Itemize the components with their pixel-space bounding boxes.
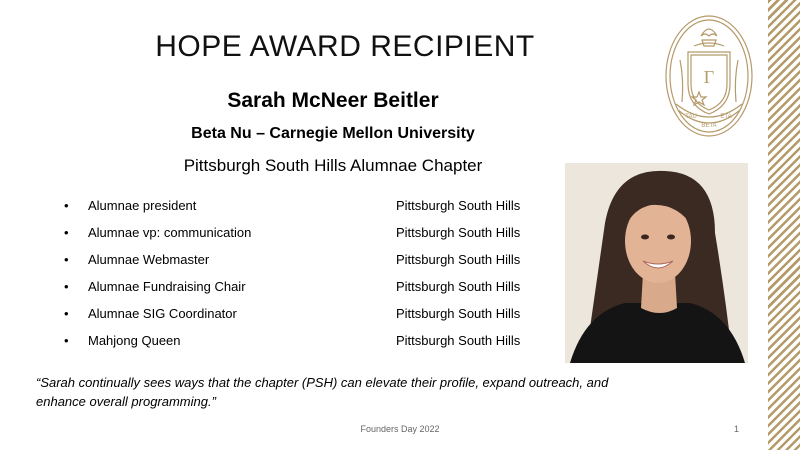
role-place: Pittsburgh South Hills bbox=[396, 279, 521, 294]
bullet-icon: • bbox=[64, 333, 69, 348]
crest-gamma: Γ bbox=[703, 67, 715, 87]
recipient-photo bbox=[565, 163, 748, 363]
role-place: Pittsburgh South Hills bbox=[396, 225, 521, 240]
crest-motto-left: TAU bbox=[685, 114, 697, 120]
crest-motto-right: ETA bbox=[720, 114, 732, 120]
role-label: Alumnae SIG Coordinator bbox=[88, 306, 237, 321]
role-label: Alumnae Fundraising Chair bbox=[88, 279, 246, 294]
role-place: Pittsburgh South Hills bbox=[396, 333, 521, 348]
page-number: 1 bbox=[734, 424, 740, 434]
footer-text: Founders Day 2022 bbox=[360, 424, 440, 434]
bullet-icon: • bbox=[64, 225, 69, 240]
role-place: Pittsburgh South Hills bbox=[396, 306, 521, 321]
role-place: Pittsburgh South Hills bbox=[396, 198, 521, 213]
list-item bbox=[60, 225, 540, 252]
list-item bbox=[60, 306, 540, 333]
roles-list bbox=[60, 198, 540, 360]
slide-title: HOPE AWARD RECIPIENT bbox=[155, 30, 535, 63]
decorative-stripe bbox=[768, 0, 800, 450]
bullet-icon: • bbox=[64, 252, 69, 267]
portrait-illustration bbox=[565, 163, 748, 363]
alumnae-chapter: Pittsburgh South Hills Alumnae Chapter bbox=[183, 156, 483, 175]
recipient-name: Sarah McNeer Beitler bbox=[227, 89, 439, 112]
list-item bbox=[60, 252, 540, 279]
role-label: Alumnae Webmaster bbox=[88, 252, 210, 267]
crest-motto-bottom: BETA bbox=[701, 123, 717, 129]
role-label: Alumnae vp: communication bbox=[88, 225, 252, 240]
bullet-icon: • bbox=[64, 306, 69, 321]
bullet-icon: • bbox=[64, 279, 69, 294]
role-label: Alumnae president bbox=[88, 198, 197, 213]
role-label: Mahjong Queen bbox=[88, 333, 181, 348]
quote-text: “Sarah continually sees ways that the chapter (PSH) can elevate their profile, expand outreach, and enhance overall programming.” bbox=[36, 375, 609, 409]
list-item bbox=[60, 279, 540, 306]
bullet-icon: • bbox=[64, 198, 69, 213]
list-item bbox=[60, 198, 540, 225]
role-place: Pittsburgh South Hills bbox=[396, 252, 521, 267]
chapter-name: Beta Nu – Carnegie Mellon University bbox=[191, 125, 475, 142]
list-item bbox=[60, 333, 540, 360]
